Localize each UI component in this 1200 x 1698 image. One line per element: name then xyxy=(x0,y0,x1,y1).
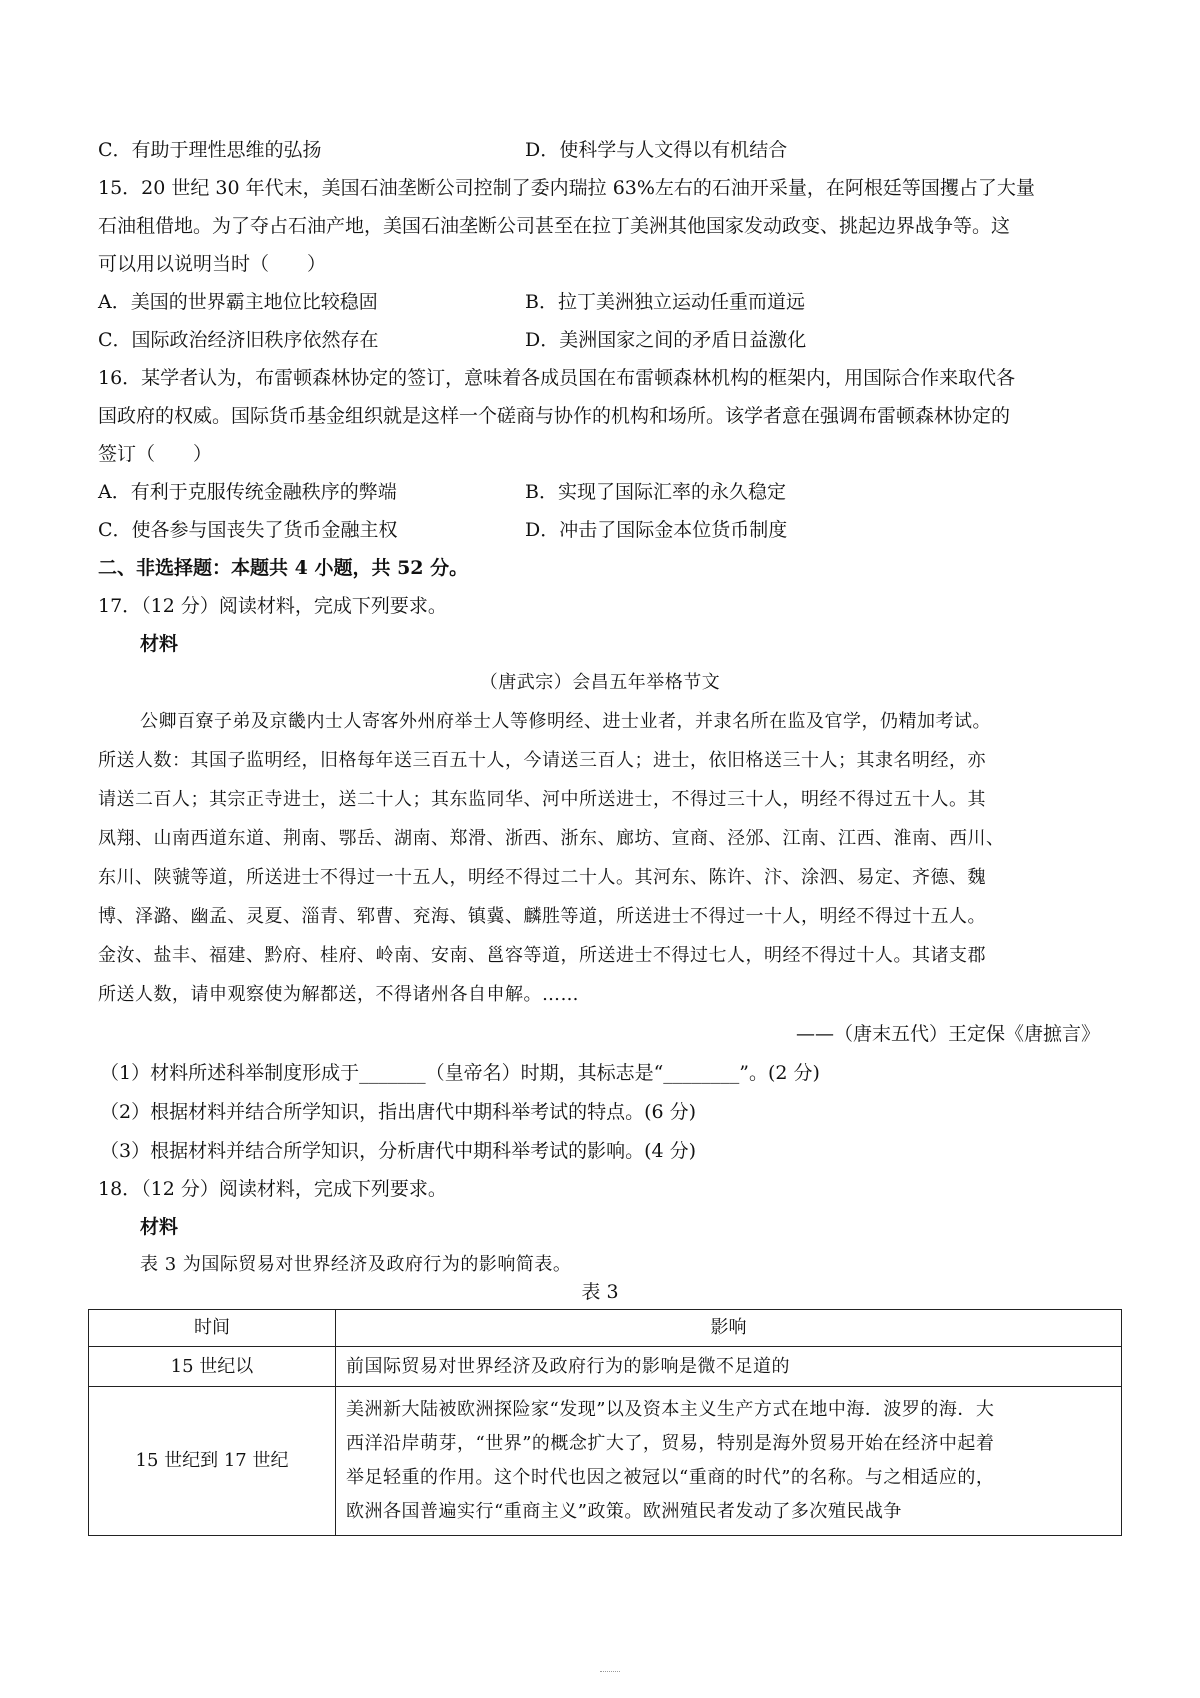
q17-stem: 17．（12 分）阅读材料，完成下列要求。 xyxy=(98,595,447,617)
q17-material-line-5: 东川、陕虢等道，所送进士不得过一十五人，明经不得过二十人。其河东、陈许、汴、涂泗、易定、齐德、魏 xyxy=(98,867,986,888)
q17-subquestion-2: （2）根据材料并结合所学知识，指出唐代中期科举考试的特点。(6 分) xyxy=(100,1101,697,1123)
q17-material-line-6: 博、泽潞、幽孟、灵夏、淄青、郓曹、兖海、镇冀、麟胜等道，所送进士不得过一十人，明经不得过十五人。 xyxy=(98,906,986,927)
q17-material-line-2: 所送人数：其国子监明经，旧格每年送三百五十人，今请送三百人；进士，依旧格送三十人；其隶名明经，亦 xyxy=(98,750,986,771)
q14-option-c: C．有助于理性思维的弘扬 xyxy=(98,139,322,161)
q17-subquestion-3: （3）根据材料并结合所学知识，分析唐代中期科举考试的影响。(4 分) xyxy=(100,1140,697,1162)
q15-option-b: B．拉丁美洲独立运动任重而道远 xyxy=(525,291,805,313)
q14-option-d: D．使科学与人文得以有机结合 xyxy=(525,139,788,161)
q17-subquestion-1: （1）材料所述科举制度形成于_______（皇帝名）时期，其标志是“________”。(2 分) xyxy=(100,1062,820,1084)
row-1-effect xyxy=(336,1347,1122,1387)
q17-material-line-8: 所送人数，请申观察使为解都送，不得诸州各自申解。…… xyxy=(98,984,579,1005)
row-2-effect-line-1: 美洲新大陆被欧洲探险家“发现”以及资本主义生产方式在地中海．波罗的海．大 xyxy=(346,1399,995,1420)
q15-stem-line-3: 可以用以说明当时（ ） xyxy=(98,253,327,275)
q16-option-b: B．实现了国际汇率的永久稳定 xyxy=(525,481,786,503)
q16-stem-line-2: 国政府的权威。国际货币基金组织就是这样一个磋商与协作的机构和场所。该学者意在强调布雷顿森林协定的 xyxy=(98,405,1011,427)
table-row xyxy=(89,1387,1122,1536)
impact-table xyxy=(88,1309,1122,1536)
row-1-effect-line-1: 前国际贸易对世界经济及政府行为的影响是微不足道的 xyxy=(346,1355,790,1377)
table-header-row xyxy=(89,1310,1122,1347)
q15-stem-line-1: 15．20 世纪 30 年代末，美国石油垄断公司控制了委内瑞拉 63%左右的石油开采量，在阿根廷等国攫占了大量 xyxy=(98,177,1035,199)
q15-option-d: D．美洲国家之间的矛盾日益激化 xyxy=(525,329,807,351)
row-2-effect-line-2: 西洋沿岸萌芽，“世界”的概念扩大了，贸易，特别是海外贸易开始在经济中起着 xyxy=(346,1433,995,1454)
q17-material-line-1: 公卿百寮子弟及京畿内士人寄客外州府举士人等修明经、进士业者，并隶名所在监及官学，仍精加考试。 xyxy=(140,711,991,732)
q17-source: ——（唐末五代）王定保《唐摭言》 xyxy=(795,1023,1100,1045)
q17-material-line-7: 金汝、盐丰、福建、黔府、桂府、岭南、安南、邕容等道，所送进士不得过七人，明经不得过十人。其诸支郡 xyxy=(98,945,986,966)
header-time: 时间 xyxy=(89,1310,336,1347)
q16-option-c: C．使各参与国丧失了货币金融主权 xyxy=(98,519,398,541)
header-effect: 影响 xyxy=(336,1310,1122,1347)
table-caption: 表 3 xyxy=(581,1281,619,1303)
q15-stem-line-2: 石油租借地。为了夺占石油产地，美国石油垄断公司甚至在拉丁美洲其他国家发动政变、挑起边界战争等。这 xyxy=(98,215,1011,237)
q16-option-d: D．冲击了国际金本位货币制度 xyxy=(525,519,788,541)
row-2-effect xyxy=(336,1387,1122,1536)
row-2-effect-line-4: 欧洲各国普遍实行“重商主义”政策。欧洲殖民者发动了多次殖民战争 xyxy=(346,1501,902,1522)
footer-mark xyxy=(600,1671,620,1674)
q16-stem-line-1: 16．某学者认为，布雷顿森林协定的签订，意味着各成员国在布雷顿森林机构的框架内，用国际合作来取代各 xyxy=(98,367,1016,389)
q15-option-c: C．国际政治经济旧秩序依然存在 xyxy=(98,329,379,351)
q18-material-intro: 表 3 为国际贸易对世界经济及政府行为的影响简表。 xyxy=(140,1254,572,1275)
section-heading: 二、非选择题：本题共 4 小题，共 52 分。 xyxy=(98,557,469,579)
q17-material-label: 材料 xyxy=(140,633,179,655)
q17-material-title: （唐武宗）会昌五年举格节文 xyxy=(479,672,721,693)
q17-material-line-4: 凤翔、山南西道东道、荆南、鄂岳、湖南、郑滑、浙西、浙东、廊坊、宣商、泾邠、江南、江西、淮南、西川、 xyxy=(98,828,1005,849)
table-row xyxy=(89,1347,1122,1387)
row-2-time: 15 世纪到 17 世纪 xyxy=(89,1387,336,1536)
q16-stem-line-3: 签订（ ） xyxy=(98,443,213,465)
q16-option-a: A．有利于克服传统金融秩序的弊端 xyxy=(98,481,397,503)
row-2-effect-line-3: 举足轻重的作用。这个时代也因之被冠以“重商的时代”的名称。与之相适应的， xyxy=(346,1467,995,1488)
q18-material-label: 材料 xyxy=(140,1216,179,1238)
row-1-time: 15 世纪以 xyxy=(89,1347,336,1387)
q15-option-a: A．美国的世界霸主地位比较稳固 xyxy=(98,291,378,313)
q18-stem: 18．（12 分）阅读材料，完成下列要求。 xyxy=(98,1178,447,1200)
q17-material-line-3: 请送二百人；其宗正寺进士，送二十人；其东监同华、河中所送进士，不得过三十人，明经不得过五十人。其 xyxy=(98,789,986,810)
